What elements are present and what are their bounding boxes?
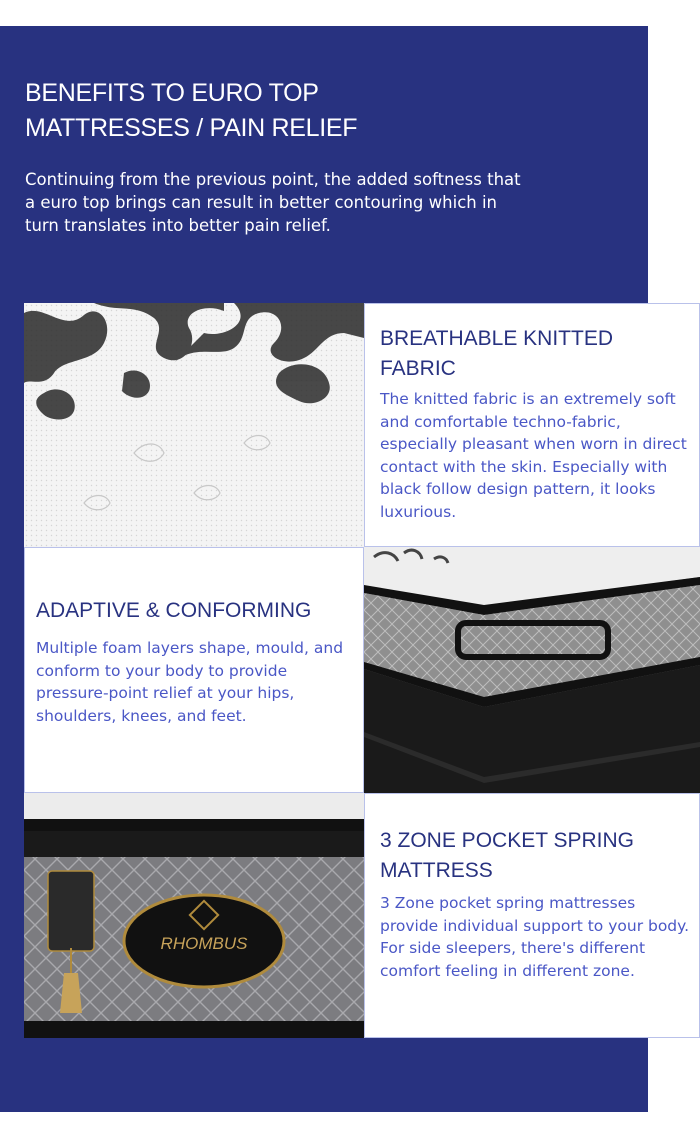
feature-text-pocket-spring: 3 Zone pocket spring mattresses provide individual support to your body. For side sleepers, there's different comfort feeling in different zone. (380, 894, 690, 980)
feature-card-breathable (364, 303, 700, 547)
section-title-line-1: BENEFITS TO EURO TOP (25, 79, 319, 107)
feature-text-adaptive: Multiple foam layers shape, mould, and conform to your body to provide pressure-point relief at your hips, shoulders, knees, and feet. (36, 639, 344, 725)
section-title-line-2: MATTRESSES / PAIN RELIEF (25, 114, 358, 142)
feature-card-adaptive (24, 547, 364, 793)
mattress-side-photo (364, 547, 700, 793)
brand-label-photo (24, 793, 364, 1038)
feature-heading-adaptive: ADAPTIVE & CONFORMING (36, 599, 312, 622)
feature-heading-breathable: BREATHABLE KNITTED FABRIC (380, 327, 613, 380)
knitted-fabric-photo (24, 303, 364, 547)
section-title (25, 76, 545, 146)
feature-card-pocket-spring (364, 793, 700, 1038)
feature-heading-pocket-spring: 3 ZONE POCKET SPRING MATTRESS (380, 829, 634, 882)
section-intro-text: Continuing from the previous point, the added softness that a euro top brings can result in better contouring which in turn translates into better pain relief. (25, 170, 521, 235)
feature-text-breathable: The knitted fabric is an extremely soft and comfortable techno-fabric, especially pleasant when worn in direct contact with the skin. Especially with black follow design pattern, it looks luxurious. (380, 390, 687, 521)
brand-label-text: RHOMBUS (160, 934, 248, 953)
